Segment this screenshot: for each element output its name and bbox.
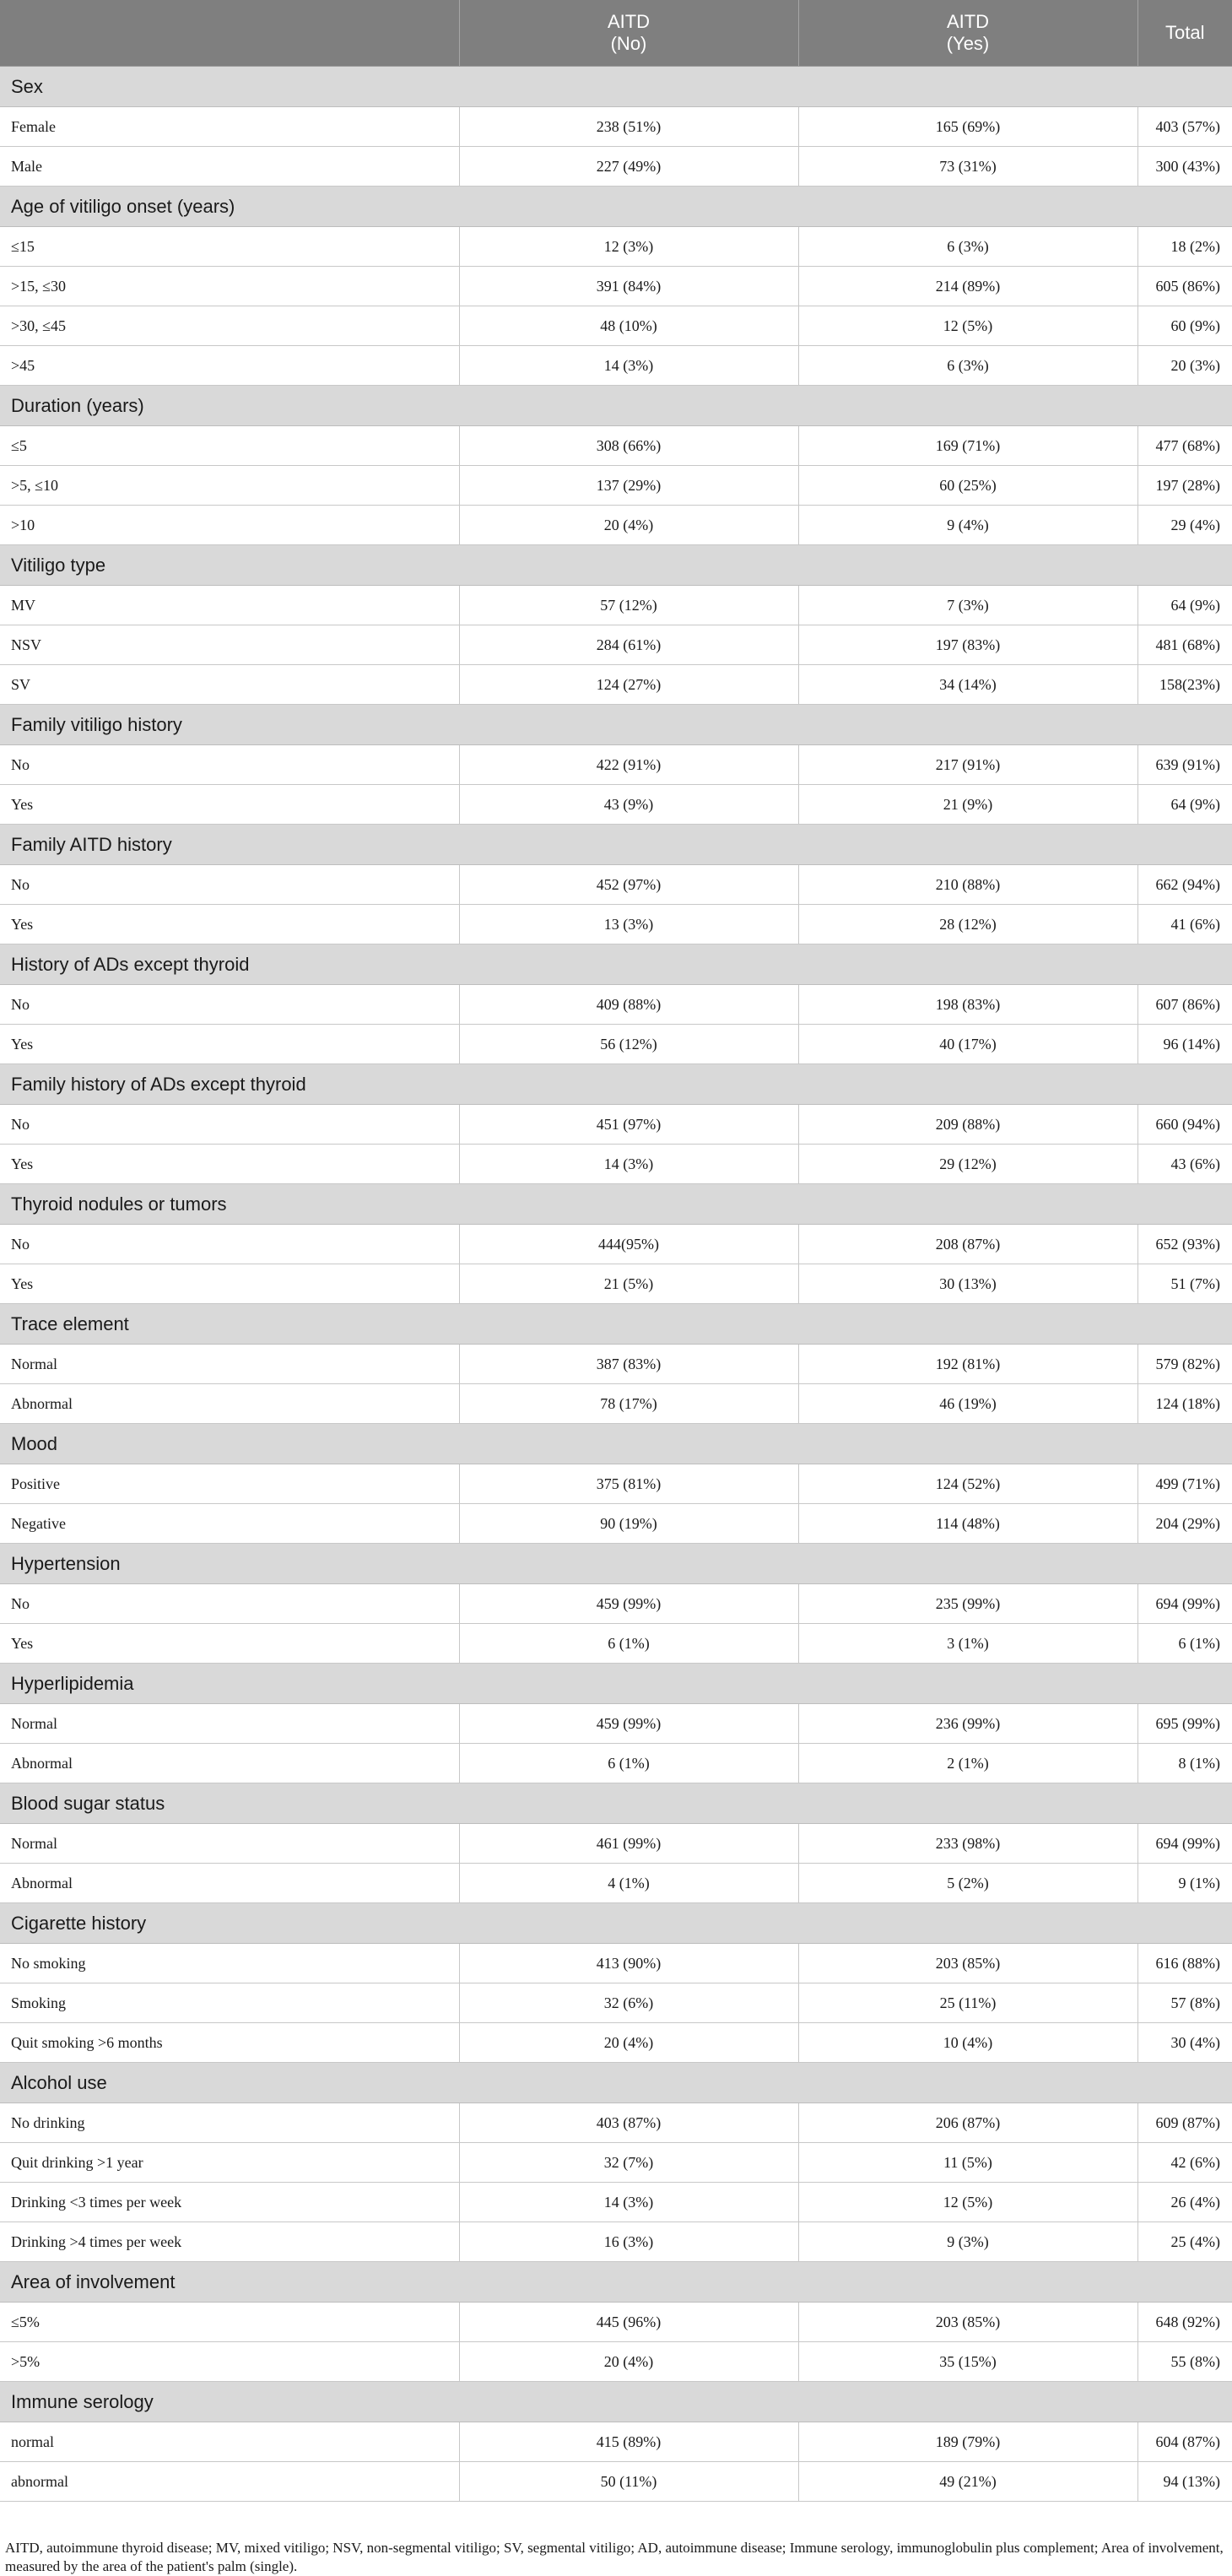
total-value: 25 (4%)	[1137, 2222, 1232, 2262]
total-value: 64 (9%)	[1137, 785, 1232, 825]
table-row	[0, 107, 1232, 147]
aitd-no-value: 238 (51%)	[459, 107, 798, 147]
aitd-yes-value: 34 (14%)	[798, 665, 1137, 705]
section-header-row	[0, 1304, 1232, 1345]
total-value: 616 (88%)	[1137, 1944, 1232, 1983]
aitd-yes-value: 5 (2%)	[798, 1864, 1137, 1903]
header-cell-aitd-yes: AITD (Yes)	[798, 0, 1137, 67]
table-row	[0, 466, 1232, 506]
table-body	[0, 67, 1232, 2502]
row-label: NSV	[0, 625, 459, 665]
aitd-yes-value: 60 (25%)	[798, 466, 1137, 506]
row-label: >10	[0, 506, 459, 545]
table-row	[0, 1744, 1232, 1783]
aitd-no-value: 14 (3%)	[459, 1145, 798, 1184]
section-title: Thyroid nodules or tumors	[0, 1184, 1232, 1225]
row-label: Abnormal	[0, 1744, 459, 1783]
aitd-no-value: 137 (29%)	[459, 466, 798, 506]
aitd-no-value: 445 (96%)	[459, 2303, 798, 2342]
section-header-row	[0, 1184, 1232, 1225]
row-label: Positive	[0, 1464, 459, 1504]
aitd-no-value: 14 (3%)	[459, 2183, 798, 2222]
aitd-no-value: 459 (99%)	[459, 1704, 798, 1744]
total-value: 20 (3%)	[1137, 346, 1232, 386]
section-title: Sex	[0, 67, 1232, 107]
row-label: No	[0, 745, 459, 785]
aitd-yes-value: 203 (85%)	[798, 2303, 1137, 2342]
row-label: No	[0, 865, 459, 905]
section-title: Family AITD history	[0, 825, 1232, 865]
aitd-no-value: 13 (3%)	[459, 905, 798, 944]
aitd-yes-value: 12 (5%)	[798, 306, 1137, 346]
aitd-yes-value: 124 (52%)	[798, 1464, 1137, 1504]
row-label: No smoking	[0, 1944, 459, 1983]
aitd-no-value: 48 (10%)	[459, 306, 798, 346]
total-value: 30 (4%)	[1137, 2023, 1232, 2063]
row-label: Male	[0, 147, 459, 187]
total-value: 55 (8%)	[1137, 2342, 1232, 2382]
section-header-row	[0, 67, 1232, 107]
total-value: 8 (1%)	[1137, 1744, 1232, 1783]
table-row	[0, 2422, 1232, 2462]
total-value: 604 (87%)	[1137, 2422, 1232, 2462]
table-row	[0, 625, 1232, 665]
aitd-yes-value: 40 (17%)	[798, 1025, 1137, 1064]
aitd-yes-value: 169 (71%)	[798, 426, 1137, 466]
aitd-no-value: 6 (1%)	[459, 1624, 798, 1664]
aitd-no-value: 409 (88%)	[459, 985, 798, 1025]
aitd-yes-value: 208 (87%)	[798, 1225, 1137, 1264]
row-label: >45	[0, 346, 459, 386]
aitd-yes-value: 236 (99%)	[798, 1704, 1137, 1744]
section-header-row	[0, 1064, 1232, 1105]
aitd-yes-value: 6 (3%)	[798, 227, 1137, 267]
section-header-row	[0, 1424, 1232, 1464]
aitd-no-value: 57 (12%)	[459, 586, 798, 625]
table-row	[0, 1983, 1232, 2023]
table-row	[0, 865, 1232, 905]
table-row	[0, 346, 1232, 386]
total-value: 60 (9%)	[1137, 306, 1232, 346]
aitd-yes-value: 11 (5%)	[798, 2143, 1137, 2183]
aitd-yes-value: 192 (81%)	[798, 1345, 1137, 1384]
aitd-yes-value: 165 (69%)	[798, 107, 1137, 147]
aitd-yes-value: 189 (79%)	[798, 2422, 1137, 2462]
section-title: Trace element	[0, 1304, 1232, 1345]
section-header-row	[0, 2382, 1232, 2422]
aitd-no-value: 284 (61%)	[459, 625, 798, 665]
table-row	[0, 1944, 1232, 1983]
aitd-yes-value: 30 (13%)	[798, 1264, 1137, 1304]
aitd-no-value: 375 (81%)	[459, 1464, 798, 1504]
aitd-no-value: 20 (4%)	[459, 506, 798, 545]
row-label: Yes	[0, 1264, 459, 1304]
total-value: 6 (1%)	[1137, 1624, 1232, 1664]
aitd-yes-value: 217 (91%)	[798, 745, 1137, 785]
aitd-yes-value: 6 (3%)	[798, 346, 1137, 386]
total-value: 648 (92%)	[1137, 2303, 1232, 2342]
section-header-row	[0, 545, 1232, 586]
table-row	[0, 2103, 1232, 2143]
total-value: 605 (86%)	[1137, 267, 1232, 306]
aitd-yes-value: 7 (3%)	[798, 586, 1137, 625]
aitd-no-value: 415 (89%)	[459, 2422, 798, 2462]
table-row	[0, 785, 1232, 825]
row-label: abnormal	[0, 2462, 459, 2502]
row-label: Abnormal	[0, 1864, 459, 1903]
aitd-yes-value: 3 (1%)	[798, 1624, 1137, 1664]
aitd-no-value: 6 (1%)	[459, 1744, 798, 1783]
row-label: Yes	[0, 1145, 459, 1184]
row-label: ≤15	[0, 227, 459, 267]
aitd-no-value: 21 (5%)	[459, 1264, 798, 1304]
row-label: Yes	[0, 1025, 459, 1064]
total-value: 694 (99%)	[1137, 1584, 1232, 1624]
row-label: MV	[0, 586, 459, 625]
row-label: SV	[0, 665, 459, 705]
aitd-yes-value: 209 (88%)	[798, 1105, 1137, 1145]
total-value: 652 (93%)	[1137, 1225, 1232, 1264]
table-row	[0, 665, 1232, 705]
aitd-no-value: 90 (19%)	[459, 1504, 798, 1544]
section-title: Blood sugar status	[0, 1783, 1232, 1824]
table-row	[0, 1025, 1232, 1064]
row-label: Yes	[0, 785, 459, 825]
section-title: Hypertension	[0, 1544, 1232, 1584]
row-label: Drinking <3 times per week	[0, 2183, 459, 2222]
total-value: 41 (6%)	[1137, 905, 1232, 944]
section-header-row	[0, 2063, 1232, 2103]
aitd-no-value: 459 (99%)	[459, 1584, 798, 1624]
table-footnote: AITD, autoimmune thyroid disease; MV, mixed vitiligo; NSV, non-segmental vitiligo; SV, segmental vitiligo; AD, autoimmune disease; Immune serology, immunoglobulin plus complement; Area of involvement, measured by the area of the patient's palm (single).	[5, 2540, 1224, 2574]
aitd-yes-value: 198 (83%)	[798, 985, 1137, 1025]
aitd-no-value: 444(95%)	[459, 1225, 798, 1264]
total-value: 43 (6%)	[1137, 1145, 1232, 1184]
header-cell-total: Total	[1137, 0, 1232, 67]
total-value: 57 (8%)	[1137, 1983, 1232, 2023]
section-header-row	[0, 1903, 1232, 1944]
section-title: Age of vitiligo onset (years)	[0, 187, 1232, 227]
aitd-yes-value: 206 (87%)	[798, 2103, 1137, 2143]
table-row	[0, 1384, 1232, 1424]
aitd-yes-value: 2 (1%)	[798, 1744, 1137, 1783]
section-header-row	[0, 1783, 1232, 1824]
table-row	[0, 2143, 1232, 2183]
section-title: History of ADs except thyroid	[0, 944, 1232, 985]
row-label: >15, ≤30	[0, 267, 459, 306]
section-title: Immune serology	[0, 2382, 1232, 2422]
aitd-yes-value: 9 (4%)	[798, 506, 1137, 545]
table-row	[0, 1345, 1232, 1384]
total-value: 579 (82%)	[1137, 1345, 1232, 1384]
table-row	[0, 1624, 1232, 1664]
aitd-no-value: 14 (3%)	[459, 346, 798, 386]
row-label: No	[0, 1105, 459, 1145]
total-value: 158(23%)	[1137, 665, 1232, 705]
row-label: No drinking	[0, 2103, 459, 2143]
total-value: 694 (99%)	[1137, 1824, 1232, 1864]
section-header-row	[0, 386, 1232, 426]
aitd-no-value: 4 (1%)	[459, 1864, 798, 1903]
row-label: ≤5%	[0, 2303, 459, 2342]
row-label: No	[0, 1225, 459, 1264]
total-value: 481 (68%)	[1137, 625, 1232, 665]
aitd-no-value: 124 (27%)	[459, 665, 798, 705]
table-row	[0, 1504, 1232, 1544]
table-row	[0, 1584, 1232, 1624]
table-row	[0, 1264, 1232, 1304]
aitd-yes-value: 35 (15%)	[798, 2342, 1137, 2382]
section-header-row	[0, 1544, 1232, 1584]
section-header-row	[0, 187, 1232, 227]
section-header-row	[0, 2262, 1232, 2303]
aitd-yes-value: 49 (21%)	[798, 2462, 1137, 2502]
header-cell-aitd-no: AITD (No)	[459, 0, 798, 67]
section-title: Hyperlipidemia	[0, 1664, 1232, 1704]
total-value: 662 (94%)	[1137, 865, 1232, 905]
total-value: 609 (87%)	[1137, 2103, 1232, 2143]
aitd-no-value: 403 (87%)	[459, 2103, 798, 2143]
table-row	[0, 905, 1232, 944]
total-value: 403 (57%)	[1137, 107, 1232, 147]
aitd-yes-value: 10 (4%)	[798, 2023, 1137, 2063]
total-value: 96 (14%)	[1137, 1025, 1232, 1064]
total-value: 695 (99%)	[1137, 1704, 1232, 1744]
section-title: Mood	[0, 1424, 1232, 1464]
aitd-yes-value: 28 (12%)	[798, 905, 1137, 944]
row-label: Normal	[0, 1345, 459, 1384]
row-label: >5%	[0, 2342, 459, 2382]
table-row	[0, 2342, 1232, 2382]
aitd-no-value: 391 (84%)	[459, 267, 798, 306]
total-value: 477 (68%)	[1137, 426, 1232, 466]
aitd-no-value: 387 (83%)	[459, 1345, 798, 1384]
aitd-yes-value: 235 (99%)	[798, 1584, 1137, 1624]
row-label: Quit drinking >1 year	[0, 2143, 459, 2183]
total-value: 94 (13%)	[1137, 2462, 1232, 2502]
section-header-row	[0, 1664, 1232, 1704]
row-label: No	[0, 1584, 459, 1624]
aitd-no-value: 20 (4%)	[459, 2023, 798, 2063]
section-header-row	[0, 705, 1232, 745]
total-value: 607 (86%)	[1137, 985, 1232, 1025]
row-label: Normal	[0, 1704, 459, 1744]
aitd-yes-value: 21 (9%)	[798, 785, 1137, 825]
table-row	[0, 2462, 1232, 2502]
table-row	[0, 2222, 1232, 2262]
row-label: >5, ≤10	[0, 466, 459, 506]
total-value: 639 (91%)	[1137, 745, 1232, 785]
table-row	[0, 506, 1232, 545]
aitd-yes-value: 73 (31%)	[798, 147, 1137, 187]
aitd-no-value: 50 (11%)	[459, 2462, 798, 2502]
section-title: Vitiligo type	[0, 545, 1232, 586]
section-title: Duration (years)	[0, 386, 1232, 426]
aitd-yes-value: 46 (19%)	[798, 1384, 1137, 1424]
aitd-no-value: 32 (7%)	[459, 2143, 798, 2183]
table-row	[0, 2023, 1232, 2063]
aitd-yes-value: 203 (85%)	[798, 1944, 1137, 1983]
table-row	[0, 267, 1232, 306]
section-title: Alcohol use	[0, 2063, 1232, 2103]
table-row	[0, 1824, 1232, 1864]
aitd-no-value: 461 (99%)	[459, 1824, 798, 1864]
row-label: Yes	[0, 905, 459, 944]
aitd-no-value: 56 (12%)	[459, 1025, 798, 1064]
total-value: 124 (18%)	[1137, 1384, 1232, 1424]
table-row	[0, 745, 1232, 785]
section-title: Family vitiligo history	[0, 705, 1232, 745]
total-value: 51 (7%)	[1137, 1264, 1232, 1304]
row-label: Negative	[0, 1504, 459, 1544]
aitd-no-value: 43 (9%)	[459, 785, 798, 825]
aitd-yes-value: 25 (11%)	[798, 1983, 1137, 2023]
header-row	[0, 0, 1232, 67]
total-value: 29 (4%)	[1137, 506, 1232, 545]
table-row	[0, 426, 1232, 466]
aitd-yes-value: 210 (88%)	[798, 865, 1137, 905]
aitd-no-value: 451 (97%)	[459, 1105, 798, 1145]
row-label: Yes	[0, 1624, 459, 1664]
aitd-yes-value: 29 (12%)	[798, 1145, 1137, 1184]
aitd-no-value: 12 (3%)	[459, 227, 798, 267]
row-label: >30, ≤45	[0, 306, 459, 346]
aitd-no-value: 422 (91%)	[459, 745, 798, 785]
table-row	[0, 1145, 1232, 1184]
table-row	[0, 1704, 1232, 1744]
total-value: 499 (71%)	[1137, 1464, 1232, 1504]
row-label: Abnormal	[0, 1384, 459, 1424]
table-row	[0, 1105, 1232, 1145]
table-row	[0, 2303, 1232, 2342]
row-label: Smoking	[0, 1983, 459, 2023]
header-cell-label	[0, 0, 459, 67]
row-label: Female	[0, 107, 459, 147]
total-value: 64 (9%)	[1137, 586, 1232, 625]
section-title: Family history of ADs except thyroid	[0, 1064, 1232, 1105]
total-value: 9 (1%)	[1137, 1864, 1232, 1903]
total-value: 18 (2%)	[1137, 227, 1232, 267]
aitd-yes-value: 12 (5%)	[798, 2183, 1137, 2222]
aitd-no-value: 452 (97%)	[459, 865, 798, 905]
aitd-no-value: 308 (66%)	[459, 426, 798, 466]
table-row	[0, 227, 1232, 267]
aitd-no-value: 227 (49%)	[459, 147, 798, 187]
total-value: 26 (4%)	[1137, 2183, 1232, 2222]
aitd-no-value: 20 (4%)	[459, 2342, 798, 2382]
row-label: Drinking >4 times per week	[0, 2222, 459, 2262]
total-value: 197 (28%)	[1137, 466, 1232, 506]
table-row	[0, 306, 1232, 346]
total-value: 300 (43%)	[1137, 147, 1232, 187]
table-row	[0, 1225, 1232, 1264]
row-label: ≤5	[0, 426, 459, 466]
total-value: 660 (94%)	[1137, 1105, 1232, 1145]
section-title: Area of involvement	[0, 2262, 1232, 2303]
aitd-no-value: 413 (90%)	[459, 1944, 798, 1983]
table-row	[0, 586, 1232, 625]
section-title: Cigarette history	[0, 1903, 1232, 1944]
row-label: No	[0, 985, 459, 1025]
aitd-yes-value: 233 (98%)	[798, 1824, 1137, 1864]
aitd-yes-value: 197 (83%)	[798, 625, 1137, 665]
total-value: 204 (29%)	[1137, 1504, 1232, 1544]
aitd-yes-value: 214 (89%)	[798, 267, 1137, 306]
table-row	[0, 147, 1232, 187]
aitd-no-value: 16 (3%)	[459, 2222, 798, 2262]
aitd-yes-value: 9 (3%)	[798, 2222, 1137, 2262]
total-value: 42 (6%)	[1137, 2143, 1232, 2183]
table-row	[0, 985, 1232, 1025]
row-label: Quit smoking >6 months	[0, 2023, 459, 2063]
table-row	[0, 2183, 1232, 2222]
table-row	[0, 1464, 1232, 1504]
aitd-no-value: 78 (17%)	[459, 1384, 798, 1424]
aitd-no-value: 32 (6%)	[459, 1983, 798, 2023]
row-label: Normal	[0, 1824, 459, 1864]
table-row	[0, 1864, 1232, 1903]
row-label: normal	[0, 2422, 459, 2462]
section-header-row	[0, 944, 1232, 985]
section-header-row	[0, 825, 1232, 865]
aitd-yes-value: 114 (48%)	[798, 1504, 1137, 1544]
